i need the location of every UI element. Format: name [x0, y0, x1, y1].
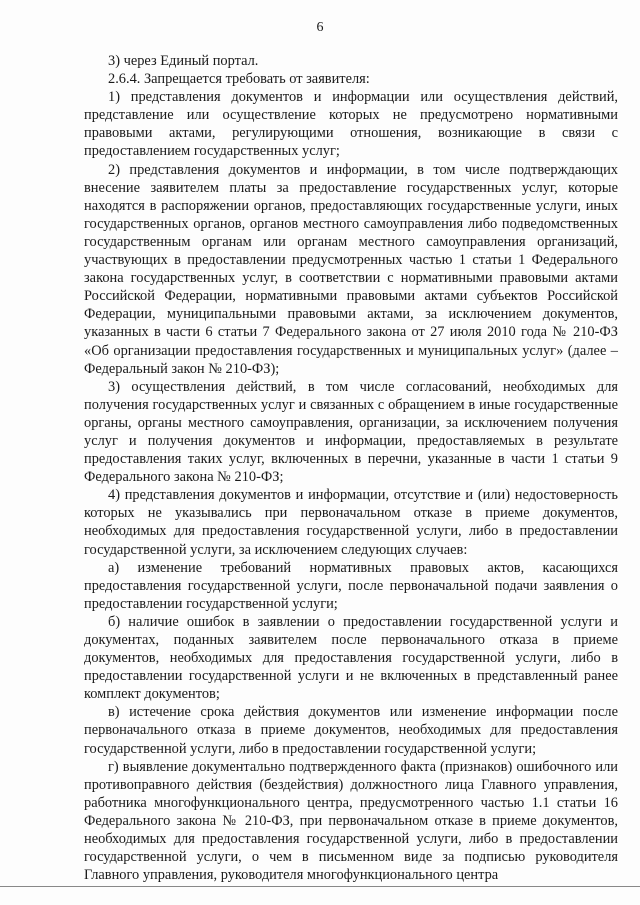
- paragraph-subitem-a: а) изменение требований нормативных правовых актов, касающихся предоставления государственной услуги, после первоначальной подачи заявления о предоставлении государственной услуги;: [84, 559, 618, 612]
- paragraph-item-4: 4) представления документов и информации, отсутствие и (или) недостоверность которых не указывались при первоначальном отказе в приеме документов, необходимых для предоставления государственной услуги, либо в предоставлении государственной услуги, за исключением следующих случаев:: [84, 487, 618, 558]
- paragraph-item-3-portal: 3) через Единый портал.: [108, 53, 259, 69]
- document-body: [84, 52, 618, 884]
- paragraph-subitem-b: б) наличие ошибок в заявлении о предоставлении государственной услуги и документах, поданных заявителем после первоначального отказа в приеме документов, необходимых для предоставления государственной услуги, либо в предоставлении государственной услуги и не включенных в представленный ранее комплект документов;: [84, 613, 618, 703]
- page-number: 6: [316, 20, 324, 35]
- paragraph-section-2-6-4: 2.6.4. Запрещается требовать от заявителя:: [108, 71, 370, 88]
- paragraph-item-1: 1) представления документов и информации или осуществления действий, представление или осуществление которых не предусмотрено нормативными правовыми актами, регулирующими отношения, возникающие в связи с предоставлением государственных услуг;: [84, 89, 618, 160]
- paragraph-item-2: 2) представления документов и информации, в том числе подтверждающих внесение заявителем платы за предоставление государственных услуг, которые находятся в распоряжении органов, предоставляющих государственные услуги, иных государственных органов, органов местного самоуправления либо подведомственных государственным органам или органам местного самоуправления организаций, участвующих в предоставлении предусмотренных частью 1 статьи 1 Федерального закона государственных услуг, в соответствии с нормативными правовыми актами Российской Федерации, нормативными правовыми актами субъектов Российской Федерации, муниципальными правовыми актами, за исключением документов, указанных в части 6 статьи 7 Федерального закона от 27 июля 2010 года № 210-ФЗ «Об организации предоставления государственных и муниципальных услуг» (далее – Федеральный закон № 210-ФЗ);: [84, 161, 618, 377]
- paragraph-subitem-g: г) выявление документально подтвержденного факта (признаков) ошибочного или противоправного действия (бездействия) должностного лица Главного управления, работника многофункционального центра, предусмотренного частью 1.1 статьи 16 Федерального закона № 210-ФЗ, при первоначальном отказе в приеме документов, необходимых для предоставления государственной услуги, либо в предоставлении государственной услуги, о чем в письменном виде за подписью руководителя Главного управления, руководителя многофункционального центра: [84, 758, 618, 884]
- paragraph-subitem-v: в) истечение срока действия документов или изменение информации после первоначального отказа в приеме документов, необходимых для предоставления государственной услуги, либо в предоставлении государственной услуги;: [84, 704, 618, 757]
- paragraph-item-3: 3) осуществления действий, в том числе согласований, необходимых для получения государственных услуг и связанных с обращением в иные государственные органы, органы местного самоуправления, организации, за исключением получения услуг и получения документов и информации, предоставляемых в результате предоставления таких услуг, включенных в перечни, указанные в части 1 статьи 9 Федерального закона № 210-ФЗ;: [84, 378, 618, 486]
- page-bottom-edge: [0, 886, 640, 887]
